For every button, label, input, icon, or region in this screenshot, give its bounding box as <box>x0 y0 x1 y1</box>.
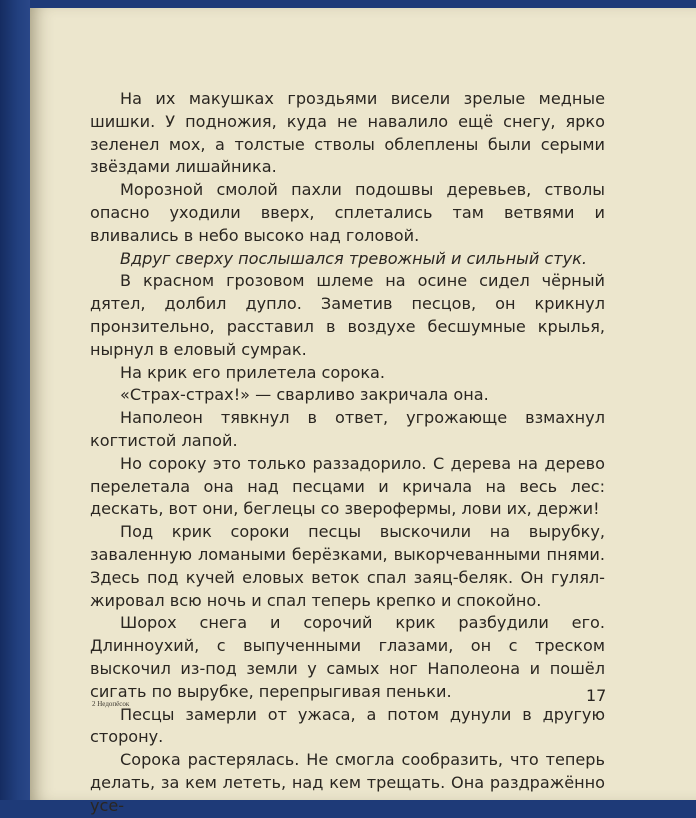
paragraph: В красном грозовом шлеме на осине сидел чёрный дятел, долбил дупло. Заметив песцов, он крикнул пронзительно, расставил в воздухе бесшумные крылья, нырнул в еловый сумрак. <box>90 271 605 359</box>
signature-mark: 2 Недопёсок <box>92 700 130 708</box>
paragraph: На их макушках гроздьями висели зрелые медные шишки. У подножия, куда не навалило ещё снегу, ярко зеленел мох, а толстые стволы облеплены были серыми звёздами лишайника. <box>90 89 605 177</box>
paragraph: Но сороку это только раззадорило. С дерева на дерево перелетала она над песцами и кричала на весь лес: дескать, вот они, беглецы со зверофермы, лови их, держи! <box>90 453 605 519</box>
page-number: 17 <box>586 686 607 705</box>
paragraph: На крик его прилетела сорока. <box>120 362 386 382</box>
paragraph: Сорока растерялась. Не смогла сообразить, что теперь делать, за кем лететь, над кем трещать. Она раздражённо усе- <box>90 750 605 815</box>
book-spine <box>0 0 30 800</box>
body-text <box>90 88 605 818</box>
paragraph: Наполеон тявкнул в ответ, угрожающе взмахнул когтистой лапой. <box>90 408 605 450</box>
paragraph: Песцы замерли от ужаса, а потом дунули в другую сторону. <box>90 704 605 747</box>
paragraph: Вдруг сверху послышался тревожный и сильный стук. <box>120 248 587 268</box>
paragraph: «Страх-страх!» — сварливо закричала она. <box>120 385 489 405</box>
paragraph: Морозной смолой пахли подошвы деревьев, стволы опасно уходили вверх, сплетались там ветвями и вливались в небо высоко над головой. <box>90 180 605 245</box>
paragraph: Шорох снега и сорочий крик разбудили его. Длинноухий, с выпученными глазами, он с треском выскочил из-под земли у самых ног Наполеона и пошёл сигать по вырубке, перепрыгивая пеньки. <box>90 613 605 701</box>
paragraph: Под крик сороки песцы выскочили на вырубку, заваленную ломаными берёзками, выкорчеванными пнями. Здесь под кучей еловых веток спал заяц-беляк. Он гулял-жировал всю ночь и спал теперь крепко и спокойно. <box>90 522 605 610</box>
